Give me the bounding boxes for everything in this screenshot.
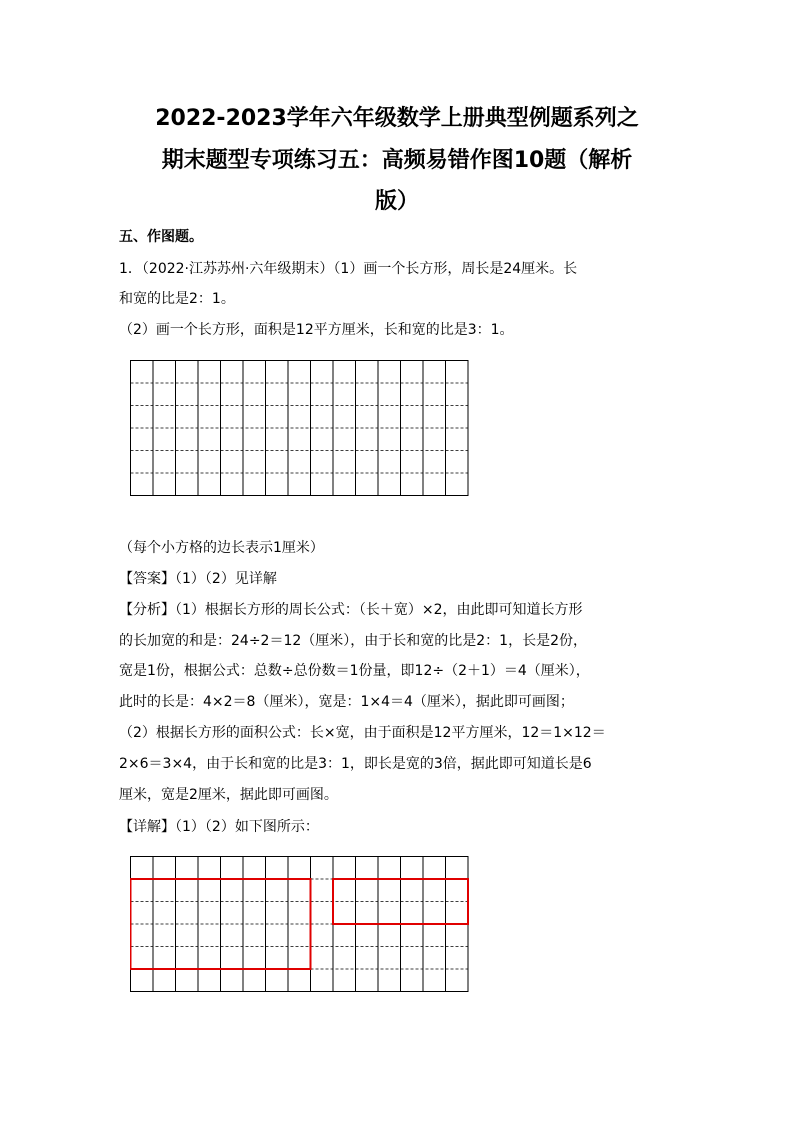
detail-line: 【详解】（1）（2）如下图所示： [119, 819, 319, 835]
doc-title-line-2: 期末题型专项练习五：高频易错作图10题（解析 [161, 148, 633, 173]
answer-line: 【答案】（1）（2）见详解 [119, 571, 277, 587]
analysis-line-5: （2）根据长方形的面积公式：长×宽，由于面积是12平方厘米，12＝1×12＝ [119, 725, 606, 741]
solution-grid-svg [130, 856, 470, 1018]
section-heading: 五、作图题。 [119, 229, 203, 245]
analysis-line-1: 【分析】（1）根据长方形的周长公式：（长＋宽）×2，由此即可知道长方形 [119, 602, 583, 618]
doc-title-line-1: 2022-2023学年六年级数学上册典型例题系列之 [155, 106, 639, 131]
doc-title-line-3: 版） [374, 189, 419, 214]
analysis-line-3: 宽是1份，根据公式：总数÷总份数＝1份量，即12÷（2＋1）＝4（厘米）， [119, 663, 590, 679]
question-line-3: （2）画一个长方形，面积是12平方厘米，长和宽的比是3：1。 [119, 322, 514, 338]
question-line-2: 和宽的比是2：1。 [119, 291, 235, 307]
analysis-line-4: 此时的长是：4×2＝8（厘米），宽是：1×4＝4（厘米），据此即可画图； [119, 694, 574, 710]
analysis-line-7: 厘米，宽是2厘米，据此即可画图。 [119, 787, 338, 803]
question-line-1: 1．（2022·江苏苏州·六年级期末）（1）画一个长方形，周长是24厘米。长 [119, 261, 578, 277]
blank-grid [130, 360, 470, 522]
blank-grid-svg [130, 360, 470, 522]
grid-note: （每个小方格的边长表示1厘米） [119, 540, 324, 556]
analysis-line-6: 2×6＝3×4，由于长和宽的比是3：1，即长是宽的3倍，据此即可知道长是6 [119, 756, 592, 772]
analysis-line-2: 的长加宽的和是：24÷2＝12（厘米），由于长和宽的比是2：1，长是2份， [119, 633, 587, 649]
solution-grid [130, 856, 470, 1018]
